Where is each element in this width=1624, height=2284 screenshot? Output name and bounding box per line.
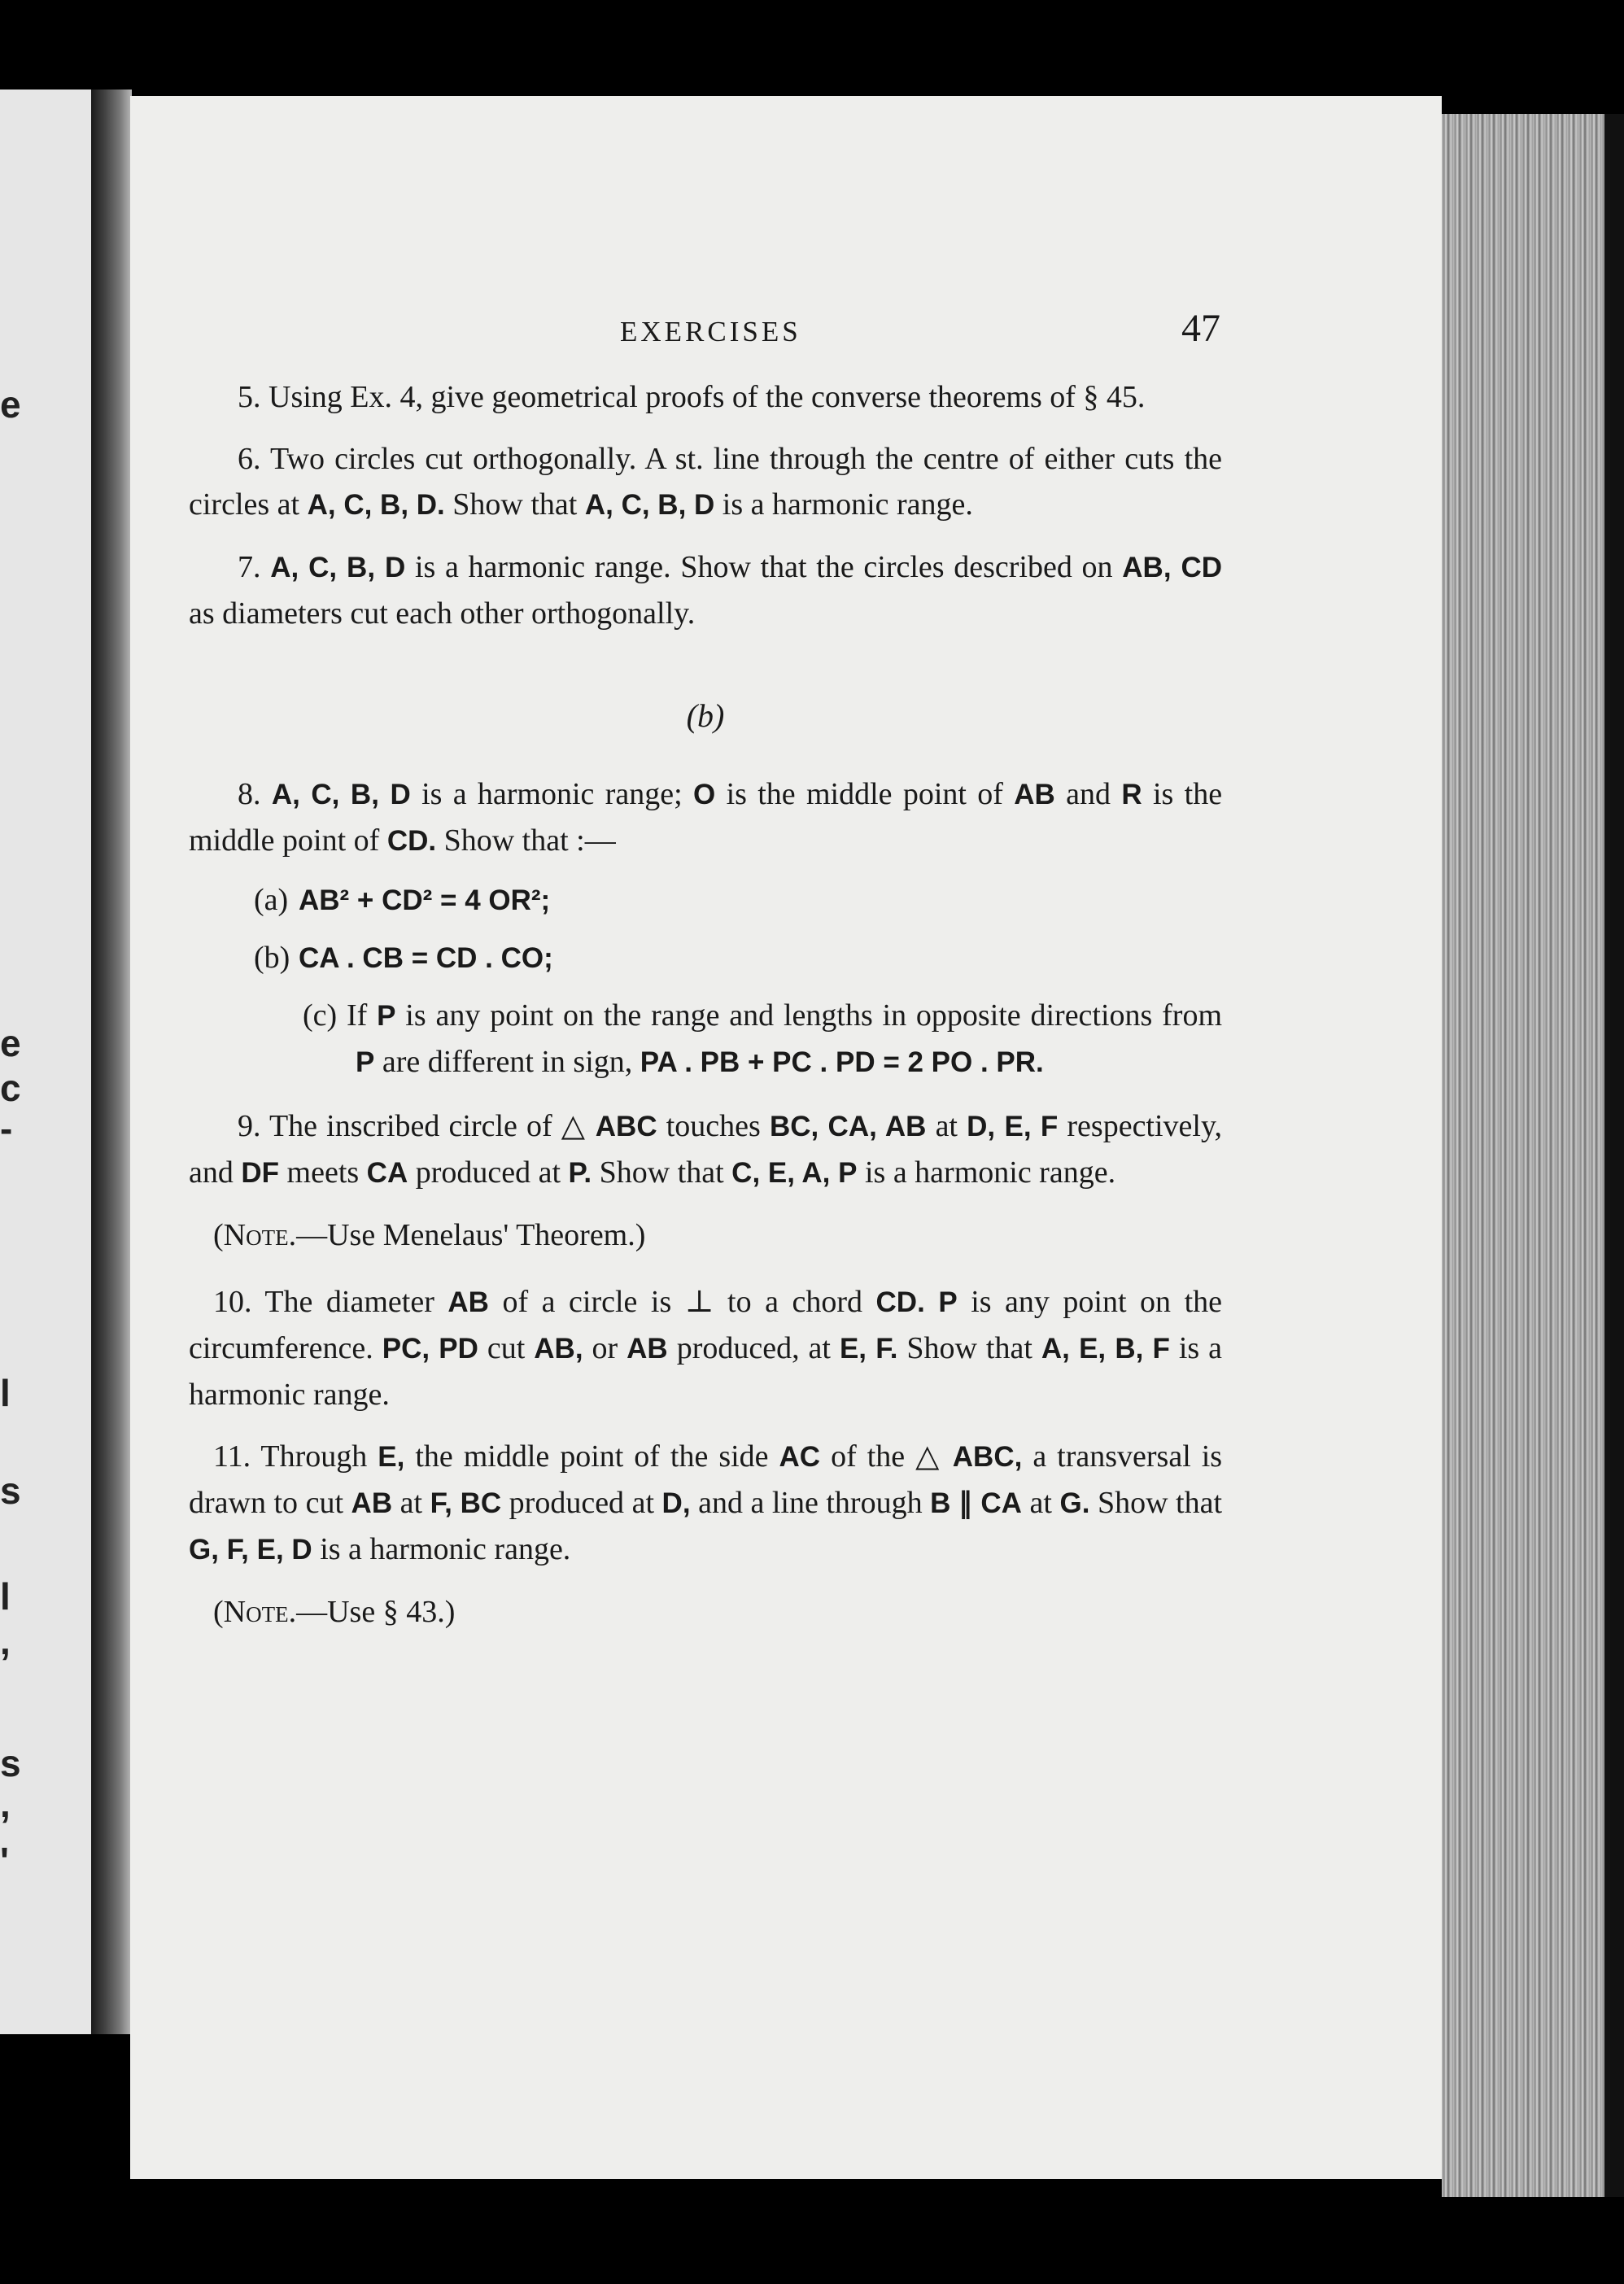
exercise-text: at <box>399 1486 423 1520</box>
points-label: A, E, B, F <box>1041 1333 1170 1365</box>
exercise-9-note <box>189 1212 1222 1258</box>
points-label: ABC, <box>952 1441 1023 1473</box>
points-label: D, E, F <box>967 1111 1059 1142</box>
exercise-text: or <box>592 1331 618 1365</box>
exercise-text: If <box>347 998 368 1033</box>
exercise-text: Show that <box>1097 1486 1223 1520</box>
left-page-fragment: s <box>0 1742 21 1784</box>
note-text: .—Use § 43.) <box>288 1595 456 1629</box>
points-label: R <box>1121 779 1142 810</box>
exercise-text: Show that <box>452 487 578 522</box>
exercise-7 <box>189 544 1222 636</box>
points-label: CA <box>366 1157 408 1189</box>
points-label: O <box>693 779 716 810</box>
note-paren: ( <box>213 1595 224 1629</box>
left-page-fragment: , <box>0 1783 11 1825</box>
exercise-text: is any point on the range and lengths in opposite directions from <box>405 998 1222 1033</box>
left-page-fragment: e <box>0 383 21 426</box>
points-label: C, E, A, P <box>731 1157 858 1189</box>
points-label: AB <box>351 1487 393 1519</box>
points-label: A, C, B, D <box>270 552 406 583</box>
exercise-text: are different in sign, <box>382 1045 633 1079</box>
points-label: PC, PD <box>382 1333 478 1365</box>
note-word: Note <box>223 1595 289 1629</box>
left-page-fragment: c <box>0 1067 21 1109</box>
exercise-5 <box>189 374 1222 420</box>
exercise-text: cut <box>487 1331 526 1365</box>
exercise-text: Through <box>260 1439 368 1474</box>
part-label: (b) <box>254 941 290 975</box>
exercise-text: produced at <box>509 1486 655 1520</box>
left-page-fragment: s <box>0 1470 21 1512</box>
exercise-text: Show that <box>599 1155 724 1190</box>
points-label: CD. <box>386 825 437 857</box>
exercise-text: is a harmonic range. <box>864 1155 1116 1190</box>
points-label: P <box>938 1286 958 1318</box>
exercise-text: is a harmonic range; <box>421 777 683 811</box>
points-label: E, <box>378 1441 405 1473</box>
left-page-fragment: - <box>0 1107 13 1150</box>
exercise-text: is a harmonic range. <box>722 487 973 522</box>
exercise-11 <box>189 1434 1222 1573</box>
points-label: AB, CD <box>1122 552 1223 583</box>
exercise-8-part-a <box>189 877 1222 924</box>
points-label: A, C, B, D. <box>307 489 445 521</box>
exercise-text: The inscribed circle of △ <box>268 1109 587 1143</box>
formula: CA . CB = CD . CO; <box>299 942 553 974</box>
points-label: G. <box>1059 1487 1090 1519</box>
points-label: B ∥ CA <box>930 1487 1022 1519</box>
exercise-text: is a harmonic range. <box>189 1331 1223 1412</box>
left-page-fragment: l <box>0 1575 11 1618</box>
points-label: CD. <box>875 1286 925 1318</box>
exercise-10 <box>189 1279 1222 1417</box>
running-head: EXERCISES <box>620 316 801 347</box>
exercise-text: Show that :— <box>443 823 616 858</box>
exercise-number: 11. <box>213 1439 251 1474</box>
exercise-number: 6. <box>238 442 261 476</box>
points-label: AB <box>1014 779 1055 810</box>
exercise-text: is any point on the circumference. <box>189 1285 1222 1365</box>
points-label: DF <box>241 1157 280 1189</box>
exercise-text: meets <box>286 1155 360 1190</box>
formula: AB² + CD² = 4 OR²; <box>299 884 551 916</box>
points-label: D, <box>661 1487 691 1519</box>
exercise-text: Using Ex. 4, give geometrical proofs of the converse theorems of § 45. <box>268 380 1146 414</box>
points-label: A, C, B, D <box>584 489 715 521</box>
points-label: F, BC <box>430 1487 502 1519</box>
section-heading: (b) <box>686 697 725 734</box>
exercise-number: 7. <box>238 550 261 584</box>
exercise-number: 5. <box>238 380 261 414</box>
exercise-text: of the △ <box>831 1439 942 1474</box>
left-page-fragment: l <box>0 1372 11 1414</box>
exercise-8-part-c <box>189 993 1222 1085</box>
points-label: AB <box>626 1333 668 1365</box>
exercise-text: of a circle is ⊥ to a chord <box>502 1285 862 1319</box>
note-text: .—Use Menelaus' Theorem.) <box>288 1218 646 1252</box>
exercise-text: is a harmonic range. <box>320 1532 571 1566</box>
exercise-text: respectively, and <box>189 1109 1223 1190</box>
note-word: Note <box>223 1218 289 1252</box>
exercise-number: 9. <box>238 1109 261 1143</box>
formula: PA . PB + PC . PD = 2 PO . PR. <box>640 1046 1044 1078</box>
points-label: BC, CA, AB <box>769 1111 927 1142</box>
exercise-number: 8. <box>238 777 261 811</box>
exercise-text: at <box>1029 1486 1052 1520</box>
exercise-text: The diameter <box>264 1285 434 1319</box>
exercise-text: Two circles cut orthogonally. A st. line through the centre of either cuts the circles at <box>189 442 1222 522</box>
part-label: (a) <box>254 883 289 917</box>
exercise-text: is the middle point of <box>726 777 1003 811</box>
points-label: P <box>356 1046 375 1078</box>
exercise-text: and a line through <box>698 1486 923 1520</box>
exercise-text: Show that <box>906 1331 1032 1365</box>
left-page-fragment: e <box>0 1022 21 1064</box>
exercise-8-part-b <box>189 935 1222 981</box>
points-label: E, F. <box>839 1333 898 1365</box>
page-content <box>189 309 1222 1656</box>
exercise-text: is the middle point of <box>189 777 1223 858</box>
points-label: P <box>377 1000 396 1032</box>
exercise-text: produced at <box>415 1155 561 1190</box>
points-label: G, F, E, D <box>189 1534 312 1566</box>
points-label: ABC <box>595 1111 657 1142</box>
exercise-11-note <box>189 1589 1222 1635</box>
exercise-number: 10. <box>213 1285 252 1319</box>
exercise-text: a transversal is drawn to cut <box>189 1439 1223 1520</box>
exercise-9 <box>189 1103 1222 1196</box>
exercise-text: the middle point of the side <box>415 1439 769 1474</box>
book-gutter <box>91 90 132 2034</box>
exercise-text: and <box>1066 777 1111 811</box>
points-label: A, C, B, D <box>271 779 411 810</box>
points-label: AC <box>779 1441 821 1473</box>
points-label: P. <box>568 1157 592 1189</box>
left-page-fragment: , <box>0 1620 11 1662</box>
exercise-8 <box>189 771 1222 864</box>
exercise-text: produced, at <box>676 1331 831 1365</box>
points-label: AB, <box>534 1333 583 1365</box>
page-number: 47 <box>1181 307 1220 350</box>
note-paren: ( <box>213 1218 224 1252</box>
points-label: AB <box>447 1286 489 1318</box>
exercise-text: at <box>935 1109 958 1143</box>
left-page-fragment: ' <box>0 1840 9 1882</box>
edge-shadow <box>1604 114 1624 2197</box>
page-edges <box>1442 114 1604 2197</box>
page-header <box>189 309 1222 374</box>
exercise-text: touches <box>666 1109 761 1143</box>
part-label: (c) <box>303 998 338 1033</box>
exercise-6 <box>189 436 1222 528</box>
exercise-text: as diameters cut each other orthogonally. <box>189 596 696 631</box>
left-facing-page <box>0 90 91 2034</box>
exercise-text: is a harmonic range. Show that the circles described on <box>414 550 1113 584</box>
